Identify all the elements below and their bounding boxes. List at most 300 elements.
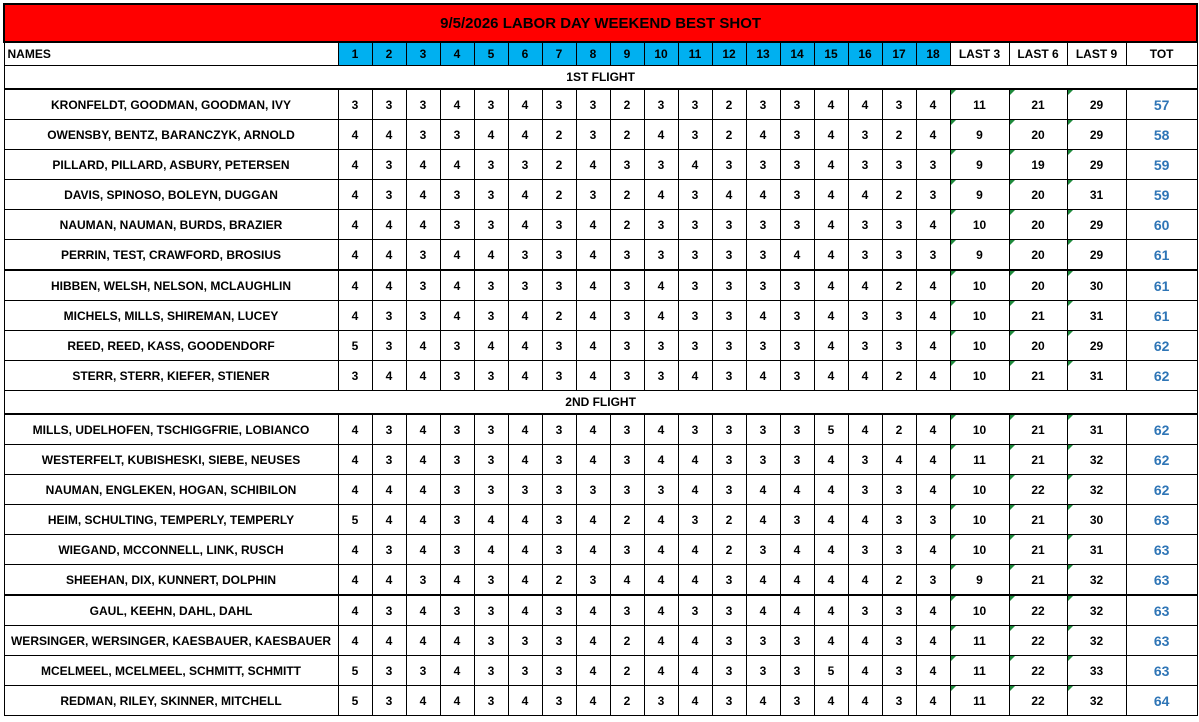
last9-score: 32	[1067, 565, 1126, 596]
hole-score-7: 3	[542, 89, 576, 120]
total-score: 59	[1126, 150, 1197, 180]
hole-score-18: 3	[916, 150, 950, 180]
hole-header-6: 6	[508, 42, 542, 66]
hole-score-5: 3	[474, 445, 508, 475]
hole-score-4: 3	[440, 475, 474, 505]
total-score: 62	[1126, 475, 1197, 505]
last6-score: 21	[1009, 301, 1067, 331]
hole-score-13: 3	[746, 240, 780, 271]
hole-score-9: 3	[610, 331, 644, 361]
hole-score-15: 4	[814, 361, 848, 391]
hole-score-9: 2	[610, 626, 644, 656]
hole-score-11: 4	[678, 656, 712, 686]
hole-score-11: 4	[678, 686, 712, 716]
hole-score-6: 3	[508, 270, 542, 301]
last9-score: 29	[1067, 150, 1126, 180]
hole-score-11: 3	[678, 210, 712, 240]
hole-score-7: 3	[542, 475, 576, 505]
last6-score: 21	[1009, 505, 1067, 535]
hole-score-5: 4	[474, 331, 508, 361]
hole-score-16: 3	[848, 210, 882, 240]
hole-header-2: 2	[372, 42, 406, 66]
last3-score: 9	[950, 150, 1009, 180]
hole-score-8: 4	[576, 301, 610, 331]
total-score: 62	[1126, 361, 1197, 391]
table-row	[4, 150, 1197, 180]
hole-score-10: 3	[644, 361, 678, 391]
hole-score-9: 3	[610, 240, 644, 271]
table-row	[4, 120, 1197, 150]
hole-score-13: 3	[746, 626, 780, 656]
hole-score-12: 2	[712, 535, 746, 565]
hole-score-12: 3	[712, 361, 746, 391]
hole-score-1: 4	[338, 240, 372, 271]
hole-score-13: 3	[746, 445, 780, 475]
hole-score-14: 3	[780, 686, 814, 716]
hole-score-4: 4	[440, 656, 474, 686]
last3-score: 9	[950, 240, 1009, 271]
hole-score-6: 4	[508, 686, 542, 716]
hole-score-1: 5	[338, 686, 372, 716]
flight-label: 2ND FLIGHT	[4, 391, 1197, 415]
last6-score: 21	[1009, 535, 1067, 565]
hole-score-18: 3	[916, 565, 950, 596]
table-row	[4, 240, 1197, 271]
hole-score-16: 4	[848, 626, 882, 656]
hole-score-10: 3	[644, 240, 678, 271]
hole-score-18: 4	[916, 89, 950, 120]
table-row	[4, 505, 1197, 535]
hole-score-3: 4	[406, 686, 440, 716]
hole-score-8: 4	[576, 240, 610, 271]
hole-score-12: 2	[712, 120, 746, 150]
hole-score-18: 4	[916, 120, 950, 150]
hole-score-13: 3	[746, 89, 780, 120]
hole-header-14: 14	[780, 42, 814, 66]
hole-score-6: 3	[508, 626, 542, 656]
table-row	[4, 331, 1197, 361]
hole-score-1: 4	[338, 301, 372, 331]
hole-score-8: 4	[576, 331, 610, 361]
hole-score-11: 3	[678, 120, 712, 150]
last9-score: 32	[1067, 595, 1126, 626]
hole-score-3: 4	[406, 180, 440, 210]
hole-score-6: 4	[508, 361, 542, 391]
hole-score-9: 3	[610, 445, 644, 475]
hole-score-18: 4	[916, 414, 950, 445]
hole-header-17: 17	[882, 42, 916, 66]
last9-score: 32	[1067, 445, 1126, 475]
total-score: 63	[1126, 505, 1197, 535]
hole-score-5: 4	[474, 505, 508, 535]
total-header: TOT	[1126, 42, 1197, 66]
hole-score-6: 4	[508, 505, 542, 535]
hole-score-15: 4	[814, 301, 848, 331]
hole-score-17: 2	[882, 361, 916, 391]
hole-score-1: 4	[338, 180, 372, 210]
hole-score-17: 2	[882, 270, 916, 301]
last9-score: 29	[1067, 331, 1126, 361]
table-row	[4, 686, 1197, 716]
hole-score-6: 4	[508, 301, 542, 331]
total-score: 63	[1126, 656, 1197, 686]
last3-score: 10	[950, 270, 1009, 301]
last6-score: 21	[1009, 414, 1067, 445]
hole-score-13: 3	[746, 331, 780, 361]
hole-score-3: 3	[406, 565, 440, 596]
hole-header-9: 9	[610, 42, 644, 66]
hole-score-12: 3	[712, 445, 746, 475]
hole-score-16: 4	[848, 656, 882, 686]
hole-score-10: 4	[644, 656, 678, 686]
hole-score-12: 3	[712, 331, 746, 361]
hole-score-14: 3	[780, 445, 814, 475]
hole-score-8: 3	[576, 180, 610, 210]
last6-score: 22	[1009, 686, 1067, 716]
hole-score-11: 3	[678, 331, 712, 361]
last9-score: 31	[1067, 535, 1126, 565]
hole-score-16: 3	[848, 301, 882, 331]
hole-score-17: 3	[882, 210, 916, 240]
hole-score-12: 3	[712, 656, 746, 686]
hole-score-7: 2	[542, 150, 576, 180]
last9-header: LAST 9	[1067, 42, 1126, 66]
hole-score-13: 4	[746, 505, 780, 535]
team-names: PILLARD, PILLARD, ASBURY, PETERSEN	[4, 150, 338, 180]
hole-score-2: 3	[372, 656, 406, 686]
hole-score-9: 3	[610, 361, 644, 391]
hole-score-8: 3	[576, 89, 610, 120]
hole-header-3: 3	[406, 42, 440, 66]
hole-score-14: 4	[780, 475, 814, 505]
hole-score-7: 3	[542, 445, 576, 475]
hole-score-2: 3	[372, 89, 406, 120]
hole-score-13: 3	[746, 150, 780, 180]
hole-score-16: 3	[848, 535, 882, 565]
hole-score-12: 3	[712, 270, 746, 301]
hole-score-13: 4	[746, 595, 780, 626]
team-names: GAUL, KEEHN, DAHL, DAHL	[4, 595, 338, 626]
total-score: 63	[1126, 565, 1197, 596]
hole-score-5: 4	[474, 240, 508, 271]
last6-score: 21	[1009, 361, 1067, 391]
table-row	[4, 565, 1197, 596]
hole-score-11: 3	[678, 414, 712, 445]
hole-score-17: 3	[882, 475, 916, 505]
last3-score: 10	[950, 361, 1009, 391]
team-names: OWENSBY, BENTZ, BARANCZYK, ARNOLD	[4, 120, 338, 150]
team-names: STERR, STERR, KIEFER, STIENER	[4, 361, 338, 391]
hole-score-13: 4	[746, 361, 780, 391]
hole-score-15: 4	[814, 686, 848, 716]
last3-score: 10	[950, 535, 1009, 565]
hole-score-10: 4	[644, 535, 678, 565]
hole-score-12: 3	[712, 565, 746, 596]
title-row	[4, 4, 1197, 42]
hole-score-14: 3	[780, 361, 814, 391]
hole-score-3: 4	[406, 210, 440, 240]
hole-score-1: 3	[338, 89, 372, 120]
hole-score-9: 3	[610, 595, 644, 626]
hole-score-18: 4	[916, 331, 950, 361]
last6-score: 22	[1009, 475, 1067, 505]
hole-header-16: 16	[848, 42, 882, 66]
hole-score-14: 4	[780, 535, 814, 565]
hole-score-6: 3	[508, 150, 542, 180]
hole-score-5: 3	[474, 686, 508, 716]
total-score: 59	[1126, 180, 1197, 210]
hole-score-13: 4	[746, 475, 780, 505]
hole-score-17: 4	[882, 445, 916, 475]
hole-header-8: 8	[576, 42, 610, 66]
hole-score-8: 4	[576, 656, 610, 686]
hole-score-12: 3	[712, 686, 746, 716]
hole-score-2: 3	[372, 595, 406, 626]
hole-score-3: 4	[406, 331, 440, 361]
hole-score-2: 4	[372, 210, 406, 240]
hole-score-2: 3	[372, 535, 406, 565]
hole-score-10: 3	[644, 150, 678, 180]
hole-score-7: 2	[542, 120, 576, 150]
hole-score-14: 3	[780, 626, 814, 656]
hole-score-7: 3	[542, 656, 576, 686]
team-names: NAUMAN, ENGLEKEN, HOGAN, SCHIBILON	[4, 475, 338, 505]
last9-score: 32	[1067, 686, 1126, 716]
hole-score-1: 4	[338, 595, 372, 626]
last9-score: 30	[1067, 505, 1126, 535]
hole-score-17: 3	[882, 535, 916, 565]
hole-score-8: 4	[576, 686, 610, 716]
hole-score-17: 3	[882, 150, 916, 180]
hole-score-12: 3	[712, 301, 746, 331]
hole-score-3: 4	[406, 414, 440, 445]
hole-score-1: 3	[338, 361, 372, 391]
hole-score-12: 4	[712, 180, 746, 210]
hole-score-10: 4	[644, 180, 678, 210]
team-names: WESTERFELT, KUBISHESKI, SIEBE, NEUSES	[4, 445, 338, 475]
hole-score-7: 2	[542, 565, 576, 596]
hole-score-14: 4	[780, 595, 814, 626]
last3-score: 10	[950, 595, 1009, 626]
hole-score-10: 4	[644, 414, 678, 445]
hole-score-10: 4	[644, 505, 678, 535]
hole-score-2: 3	[372, 180, 406, 210]
team-names: DAVIS, SPINOSO, BOLEYN, DUGGAN	[4, 180, 338, 210]
hole-score-9: 2	[610, 686, 644, 716]
team-names: KRONFELDT, GOODMAN, GOODMAN, IVY	[4, 89, 338, 120]
hole-score-16: 3	[848, 150, 882, 180]
hole-score-5: 3	[474, 626, 508, 656]
hole-score-16: 4	[848, 361, 882, 391]
last3-score: 11	[950, 445, 1009, 475]
hole-score-3: 3	[406, 89, 440, 120]
hole-score-15: 4	[814, 626, 848, 656]
hole-score-3: 3	[406, 270, 440, 301]
table-row	[4, 475, 1197, 505]
hole-score-11: 3	[678, 89, 712, 120]
hole-score-6: 4	[508, 89, 542, 120]
hole-score-15: 4	[814, 331, 848, 361]
hole-score-16: 4	[848, 414, 882, 445]
last9-score: 29	[1067, 89, 1126, 120]
total-score: 62	[1126, 414, 1197, 445]
hole-score-12: 2	[712, 89, 746, 120]
hole-score-4: 3	[440, 210, 474, 240]
hole-score-16: 3	[848, 120, 882, 150]
hole-score-14: 3	[780, 414, 814, 445]
leaderboard-table	[3, 3, 1198, 716]
hole-score-14: 3	[780, 120, 814, 150]
hole-score-11: 3	[678, 180, 712, 210]
last9-score: 32	[1067, 475, 1126, 505]
header-row	[4, 42, 1197, 66]
hole-score-13: 4	[746, 301, 780, 331]
hole-header-18: 18	[916, 42, 950, 66]
last9-score: 29	[1067, 240, 1126, 271]
hole-score-11: 3	[678, 595, 712, 626]
hole-score-8: 3	[576, 475, 610, 505]
last9-score: 31	[1067, 301, 1126, 331]
hole-score-5: 3	[474, 150, 508, 180]
hole-score-10: 3	[644, 475, 678, 505]
hole-score-2: 4	[372, 475, 406, 505]
hole-score-10: 3	[644, 331, 678, 361]
table-row	[4, 626, 1197, 656]
hole-score-11: 4	[678, 475, 712, 505]
hole-score-13: 4	[746, 180, 780, 210]
hole-score-9: 2	[610, 120, 644, 150]
total-score: 62	[1126, 331, 1197, 361]
hole-score-11: 4	[678, 445, 712, 475]
hole-score-17: 3	[882, 505, 916, 535]
last6-score: 20	[1009, 120, 1067, 150]
hole-score-3: 4	[406, 361, 440, 391]
hole-score-14: 3	[780, 301, 814, 331]
hole-score-7: 3	[542, 240, 576, 271]
hole-score-3: 3	[406, 120, 440, 150]
last3-score: 11	[950, 626, 1009, 656]
page-title: 9/5/2026 LABOR DAY WEEKEND BEST SHOT	[4, 4, 1197, 42]
hole-score-16: 4	[848, 89, 882, 120]
hole-score-18: 4	[916, 686, 950, 716]
hole-score-15: 5	[814, 414, 848, 445]
hole-score-6: 3	[508, 475, 542, 505]
hole-score-16: 4	[848, 565, 882, 596]
hole-score-15: 4	[814, 180, 848, 210]
hole-score-2: 4	[372, 565, 406, 596]
hole-score-7: 3	[542, 535, 576, 565]
hole-score-18: 4	[916, 656, 950, 686]
hole-score-12: 3	[712, 240, 746, 271]
last9-score: 31	[1067, 361, 1126, 391]
hole-score-2: 4	[372, 626, 406, 656]
hole-score-2: 3	[372, 686, 406, 716]
hole-score-16: 3	[848, 445, 882, 475]
hole-score-2: 4	[372, 270, 406, 301]
hole-score-14: 3	[780, 331, 814, 361]
hole-score-8: 4	[576, 210, 610, 240]
hole-score-5: 3	[474, 475, 508, 505]
hole-score-18: 4	[916, 595, 950, 626]
hole-score-2: 3	[372, 331, 406, 361]
last6-score: 20	[1009, 210, 1067, 240]
team-names: MILLS, UDELHOFEN, TSCHIGGFRIE, LOBIANCO	[4, 414, 338, 445]
hole-score-2: 4	[372, 120, 406, 150]
last3-score: 11	[950, 656, 1009, 686]
hole-score-14: 3	[780, 180, 814, 210]
hole-header-5: 5	[474, 42, 508, 66]
hole-score-8: 4	[576, 445, 610, 475]
hole-score-4: 3	[440, 414, 474, 445]
hole-score-10: 4	[644, 301, 678, 331]
hole-score-4: 3	[440, 331, 474, 361]
hole-score-3: 3	[406, 656, 440, 686]
last6-score: 20	[1009, 240, 1067, 271]
hole-score-2: 4	[372, 240, 406, 271]
hole-score-7: 3	[542, 414, 576, 445]
hole-score-3: 4	[406, 445, 440, 475]
table-row	[4, 270, 1197, 301]
hole-score-16: 3	[848, 240, 882, 271]
hole-score-7: 2	[542, 180, 576, 210]
hole-score-2: 3	[372, 301, 406, 331]
hole-score-12: 3	[712, 595, 746, 626]
hole-score-11: 4	[678, 565, 712, 596]
hole-score-8: 3	[576, 120, 610, 150]
hole-header-4: 4	[440, 42, 474, 66]
hole-score-10: 4	[644, 445, 678, 475]
hole-score-15: 4	[814, 595, 848, 626]
hole-score-1: 4	[338, 210, 372, 240]
hole-score-4: 3	[440, 445, 474, 475]
hole-header-15: 15	[814, 42, 848, 66]
hole-score-7: 3	[542, 331, 576, 361]
hole-score-17: 3	[882, 89, 916, 120]
last6-score: 20	[1009, 180, 1067, 210]
hole-score-15: 4	[814, 535, 848, 565]
hole-score-8: 4	[576, 505, 610, 535]
hole-score-9: 3	[610, 414, 644, 445]
team-names: MICHELS, MILLS, SHIREMAN, LUCEY	[4, 301, 338, 331]
hole-score-18: 3	[916, 505, 950, 535]
hole-score-17: 2	[882, 120, 916, 150]
last3-score: 9	[950, 120, 1009, 150]
hole-score-16: 4	[848, 505, 882, 535]
hole-score-8: 3	[576, 565, 610, 596]
hole-score-2: 3	[372, 150, 406, 180]
last9-score: 33	[1067, 656, 1126, 686]
hole-score-9: 2	[610, 505, 644, 535]
hole-score-15: 4	[814, 475, 848, 505]
hole-score-17: 3	[882, 626, 916, 656]
hole-score-16: 4	[848, 686, 882, 716]
hole-score-14: 3	[780, 150, 814, 180]
hole-score-17: 3	[882, 240, 916, 271]
hole-score-18: 4	[916, 475, 950, 505]
hole-score-11: 4	[678, 626, 712, 656]
last9-score: 31	[1067, 414, 1126, 445]
last3-score: 10	[950, 331, 1009, 361]
hole-score-16: 3	[848, 595, 882, 626]
hole-score-10: 3	[644, 210, 678, 240]
hole-score-17: 2	[882, 414, 916, 445]
hole-score-5: 3	[474, 656, 508, 686]
hole-score-11: 3	[678, 505, 712, 535]
total-score: 61	[1126, 301, 1197, 331]
hole-score-1: 4	[338, 535, 372, 565]
hole-score-1: 5	[338, 505, 372, 535]
hole-score-5: 3	[474, 414, 508, 445]
